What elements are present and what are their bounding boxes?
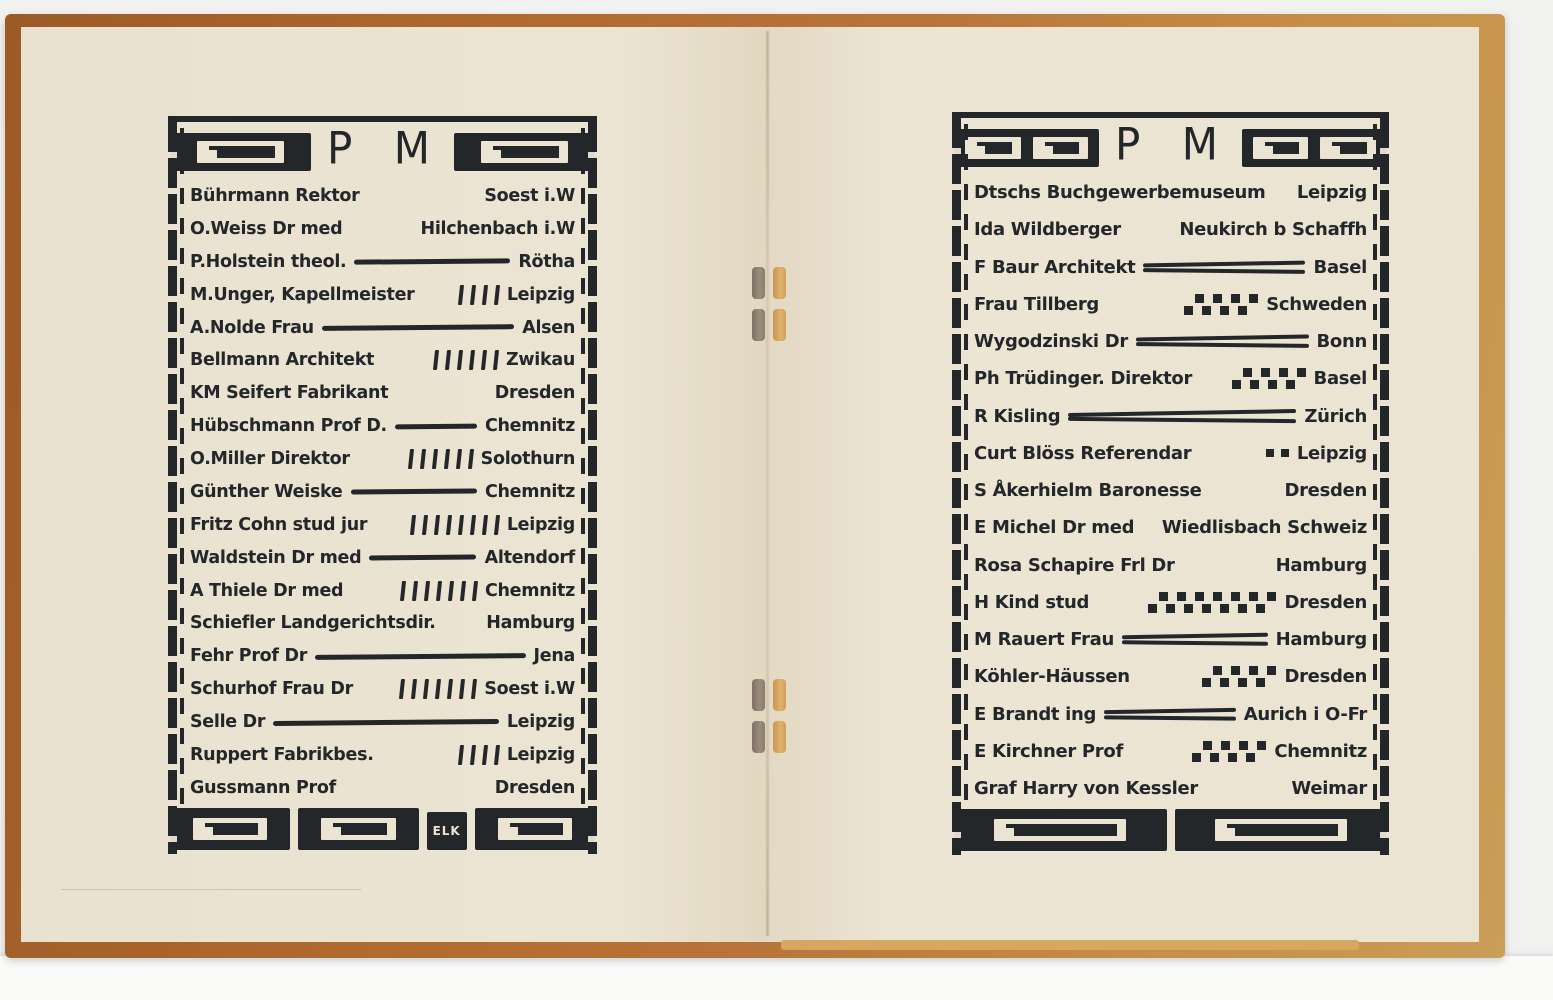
double-rule-filler [1143, 262, 1305, 273]
table-surface [0, 956, 1553, 1000]
member-place: Dresden [494, 777, 575, 798]
member-name: A.Nolde Frau [190, 317, 314, 338]
member-name: S Åkerhielm Baronesse [974, 480, 1202, 501]
member-name: O.Weiss Dr med [190, 218, 343, 239]
rule-filler [273, 719, 499, 726]
member-name: E Brandt ing [974, 703, 1097, 725]
row-filler [387, 424, 485, 429]
member-place: Bonn [1316, 331, 1367, 352]
member-name: Curt Blöss Referendar [974, 442, 1192, 464]
tally-marks [403, 515, 499, 535]
member-name: A Thiele Dr med [190, 580, 344, 601]
directory-row [190, 515, 575, 535]
member-place: Leipzig [506, 712, 575, 732]
member-name: Köhler-Häussen [974, 666, 1130, 688]
border-ornament-left [168, 122, 185, 854]
member-place: Schweden [1266, 293, 1367, 315]
row-filler [1114, 634, 1276, 645]
directory-row [974, 704, 1367, 725]
member-place: Neukirch b Schaffh [1179, 219, 1367, 241]
member-name: Ph Trüdinger. Direktor [974, 368, 1193, 390]
member-name: Bührmann Rektor [190, 186, 360, 206]
directory-row [190, 416, 575, 436]
row-filler [265, 720, 507, 725]
meander-ornament [170, 133, 311, 171]
directory-row [190, 383, 575, 403]
tally-marks [451, 285, 499, 305]
row-filler [1099, 294, 1266, 315]
member-place: Leipzig [506, 284, 575, 305]
meander-ornament [454, 133, 595, 171]
border-ornament-left [952, 118, 969, 855]
directory-row [974, 592, 1367, 613]
member-name: Rosa Schapire Frl Dr [974, 554, 1175, 576]
member-name: Selle Dr [190, 712, 266, 732]
directory-row [190, 745, 575, 765]
dot-filler [1259, 449, 1289, 457]
member-place: Wiedlisbach Schweiz [1161, 517, 1367, 539]
directory-row [974, 517, 1367, 538]
directory-row [190, 482, 575, 502]
directory-row [190, 778, 575, 798]
member-place: Zwikau [506, 350, 575, 371]
tally-marks [451, 745, 499, 765]
checker-dot-filler [1148, 592, 1276, 613]
row-filler [350, 449, 481, 469]
double-rule-filler [1068, 411, 1296, 422]
row-filler [1089, 592, 1284, 613]
member-list-left [188, 180, 577, 802]
tally-marks [393, 581, 477, 601]
directory-row [190, 679, 575, 699]
tally-marks [426, 350, 498, 370]
row-filler [343, 581, 485, 601]
member-name: Fehr Prof Dr [190, 646, 308, 667]
meander-ornament [1175, 809, 1388, 851]
row-filler [343, 489, 485, 494]
directory-row [974, 368, 1367, 389]
member-name: P.Holstein theol. [190, 251, 347, 272]
member-name: Schurhof Frau Dr [190, 679, 353, 700]
member-place: Solothurn [480, 449, 575, 469]
member-place: Soest i.W [484, 186, 575, 206]
meander-ornament [954, 809, 1167, 851]
row-filler [1128, 336, 1317, 347]
binding-gutter [766, 31, 769, 936]
checker-dot-filler [1232, 368, 1306, 389]
directory-row [190, 350, 575, 370]
member-name: H Kind stud [974, 591, 1090, 613]
member-place: Dresden [1284, 666, 1367, 688]
directory-row [974, 257, 1367, 278]
double-rule-filler [1104, 709, 1236, 720]
member-name: M.Unger, Kapellmeister [190, 284, 415, 305]
member-name: Ruppert Fabrikbes. [190, 744, 374, 765]
member-place: Hamburg [486, 613, 575, 634]
border-ornament-right [1372, 118, 1389, 855]
row-filler [1130, 666, 1285, 687]
row-filler [314, 325, 522, 330]
member-name: Hübschmann Prof D. [190, 416, 387, 437]
row-filler [1060, 411, 1304, 422]
row-filler [374, 745, 507, 765]
member-name: R Kisling [974, 405, 1061, 427]
binding-tie [752, 309, 765, 341]
row-filler [353, 679, 484, 699]
member-list-right [972, 176, 1369, 803]
row-filler [414, 285, 506, 305]
member-place: Jena [533, 646, 575, 667]
tally-marks [392, 679, 476, 699]
member-name: O.Miller Direktor [190, 449, 350, 469]
member-place: Hamburg [1275, 554, 1367, 576]
directory-row [974, 294, 1367, 315]
row-filler [1192, 368, 1313, 389]
binding-tie [752, 267, 765, 299]
member-place: Zürich [1304, 405, 1367, 427]
row-filler [307, 654, 534, 659]
member-name: Frau Tillberg [974, 293, 1099, 315]
directory-row [974, 443, 1367, 464]
member-name: Bellmann Architekt [190, 350, 375, 371]
checker-dot-filler [1192, 741, 1266, 762]
directory-row [190, 318, 575, 338]
member-name: Graf Harry von Kessler [974, 778, 1198, 799]
member-name: Schiefler Landgerichtsdir. [190, 613, 436, 634]
member-place: Chemnitz [484, 481, 575, 502]
member-place: Soest i.W [484, 679, 575, 700]
artist-monogram-elk: ELK [427, 812, 467, 850]
directory-row [974, 480, 1367, 501]
double-rule-filler [1136, 336, 1309, 347]
member-name: M Rauert Frau [974, 629, 1115, 650]
page-title-pm: P M [1115, 118, 1232, 171]
member-place: Alsen [522, 317, 575, 338]
member-name: E Michel Dr med [974, 517, 1135, 539]
member-place: Basel [1313, 368, 1367, 390]
member-place: Altendorf [484, 547, 575, 568]
rule-filler [322, 324, 514, 331]
member-place: Leipzig [506, 744, 575, 765]
member-place: Hamburg [1275, 629, 1367, 650]
directory-row [190, 581, 575, 601]
member-name: Fritz Cohn stud jur [190, 514, 368, 535]
row-filler [367, 515, 507, 535]
meander-ornament [1242, 129, 1387, 167]
member-place: Chemnitz [484, 416, 575, 437]
member-name: Dtschs Buchgewerbemuseum [974, 182, 1266, 203]
directory-row [190, 613, 575, 633]
directory-row [974, 666, 1367, 687]
directory-row [974, 629, 1367, 650]
member-name: Waldstein Dr med [190, 547, 362, 568]
member-name: F Baur Architekt [974, 256, 1136, 278]
directory-row [190, 548, 575, 568]
row-filler [1191, 449, 1296, 457]
member-place: Basel [1313, 256, 1367, 278]
member-place: Dresden [1284, 591, 1367, 613]
rule-filler [315, 653, 526, 660]
meander-ornament [170, 808, 290, 850]
row-filler [361, 555, 484, 560]
member-place: Leipzig [1296, 182, 1367, 203]
member-name: KM Seifert Fabrikant [190, 383, 389, 404]
checker-dot-filler [1202, 666, 1276, 687]
row-filler [1135, 262, 1313, 273]
directory-row [974, 406, 1367, 427]
right-woodcut-plate [952, 112, 1389, 855]
member-place: Rötha [518, 251, 575, 272]
rule-filler [395, 423, 477, 429]
binding-tie [752, 721, 765, 753]
deckle-edge [781, 940, 1359, 950]
directory-row [974, 778, 1367, 799]
directory-row [190, 285, 575, 305]
member-name: Ida Wildberger [974, 219, 1121, 241]
rule-filler [350, 489, 477, 495]
directory-row [190, 219, 575, 239]
member-place: Weimar [1291, 778, 1367, 799]
binding-tie [752, 679, 765, 711]
left-woodcut-plate [168, 116, 597, 854]
binding-tie [773, 309, 786, 341]
tally-marks [401, 449, 473, 469]
border-ornament-right [580, 122, 597, 854]
rule-filler [354, 259, 510, 265]
member-place: Dresden [1284, 480, 1367, 501]
binding-tie [773, 267, 786, 299]
member-name: Wygodzinski Dr [974, 331, 1128, 352]
directory-row [190, 449, 575, 469]
directory-row [974, 741, 1367, 762]
meander-ornament [298, 808, 418, 850]
member-place: Chemnitz [484, 580, 575, 601]
member-place: Aurich i O-Fr [1243, 703, 1367, 725]
member-name: Gussmann Prof [190, 777, 336, 798]
double-rule-filler [1122, 634, 1268, 645]
member-place: Hilchenbach i.W [420, 218, 575, 239]
binding-tie [773, 721, 786, 753]
directory-row [190, 646, 575, 666]
member-place: Leipzig [1296, 442, 1367, 464]
directory-row [190, 186, 575, 206]
member-name: E Kirchner Prof [974, 740, 1123, 762]
directory-row [190, 712, 575, 732]
meander-ornament [475, 808, 595, 850]
binding-tie [773, 679, 786, 711]
checker-dot-filler [1184, 294, 1258, 315]
row-filler [346, 259, 518, 264]
directory-row [974, 331, 1367, 352]
member-name: Günther Weiske [190, 481, 343, 502]
rule-filler [369, 555, 476, 561]
directory-row [974, 182, 1367, 203]
member-place: Dresden [494, 383, 575, 404]
directory-row [974, 555, 1367, 576]
page-crease [61, 889, 361, 890]
member-place: Leipzig [506, 514, 575, 535]
directory-row [190, 252, 575, 272]
member-place: Chemnitz [1274, 740, 1367, 762]
directory-row [974, 219, 1367, 240]
row-filler [374, 350, 506, 370]
row-filler [1096, 709, 1244, 720]
page-title-pm: P M [327, 122, 444, 175]
row-filler [1123, 741, 1274, 762]
meander-ornament [954, 129, 1099, 167]
